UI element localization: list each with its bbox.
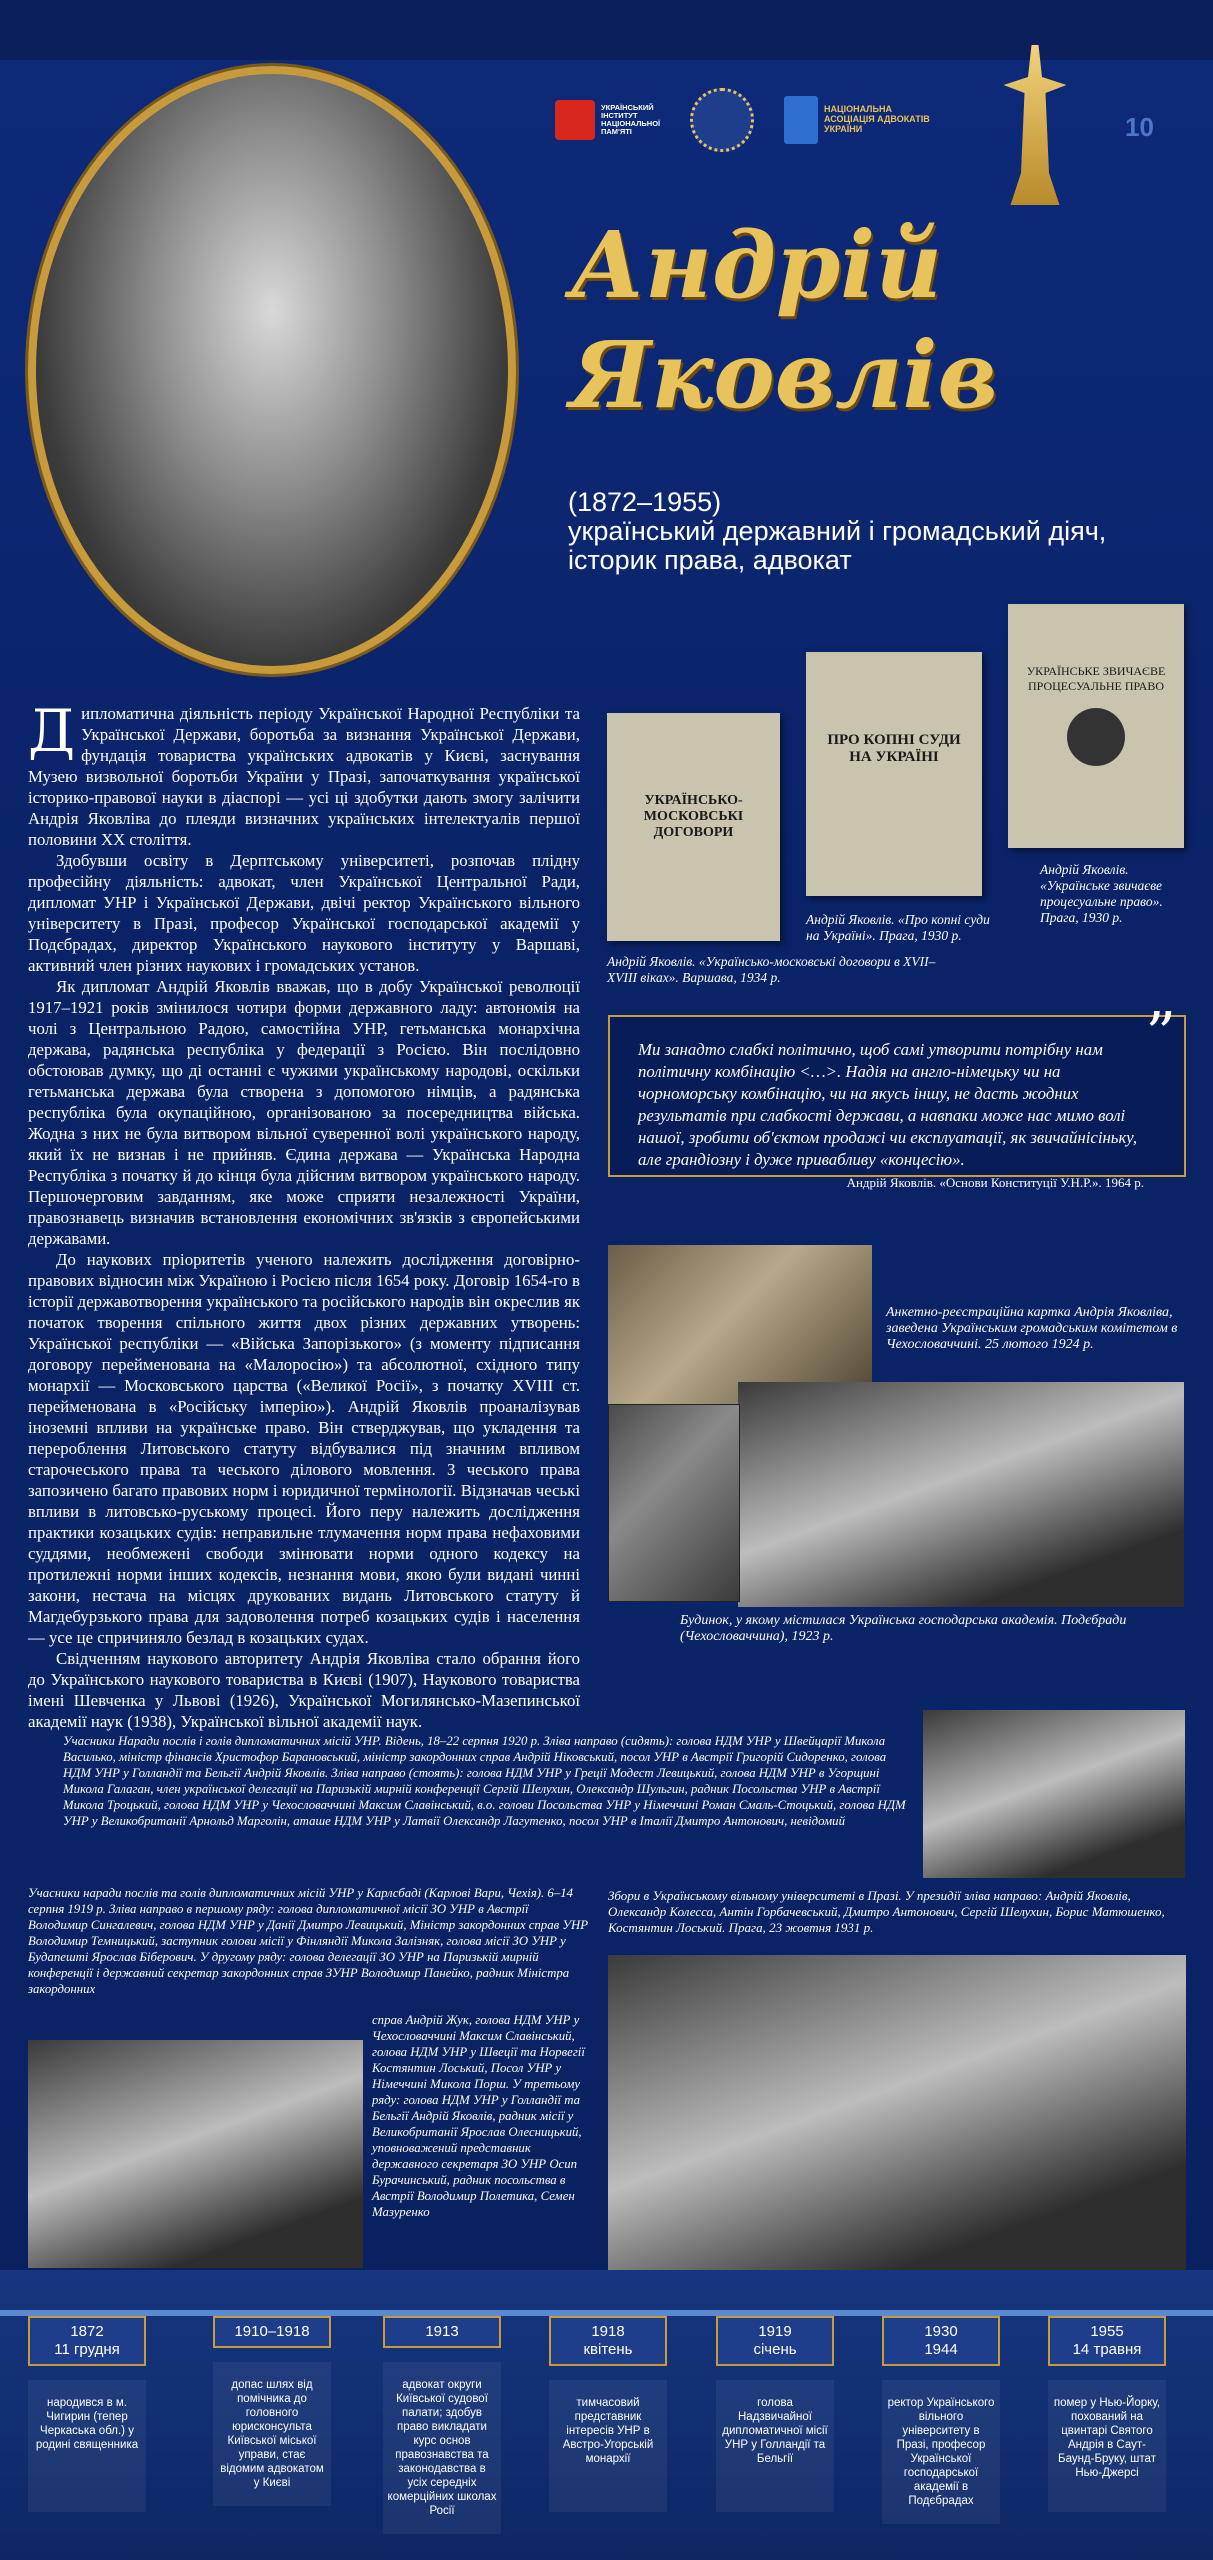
book-seal-icon	[1067, 708, 1125, 766]
timeline-text: помер у Нью-Йорку, похований на цвинтарі Святого Андрія в Саут-Баунд-Бруку, штат Нью-Джерсі	[1048, 2380, 1166, 2512]
book-title: ПРО КОПНІ СУДИ НА УКРАЇНІ	[827, 732, 961, 765]
timeline-date: 1872 11 грудня	[28, 2316, 146, 2366]
timeline-text: адвокат округи Київської судової палати; здобув право викладати курс основ правознавства та законодавства в усіх середніх комерційних школах Росії	[383, 2362, 501, 2534]
timeline-item	[549, 2316, 667, 2512]
association-emblem-icon	[784, 96, 818, 144]
vienna-group-photo	[923, 1710, 1185, 1878]
subtitle-role-line2: історик права, адвокат	[568, 545, 852, 575]
building-photo	[738, 1382, 1184, 1607]
timeline-text: ректор Українського вільного університету в Празі, професор Української господарської академії в Подєбрадах	[882, 2380, 1000, 2524]
subtitle-role-line1: український державний і громадський діяч,	[568, 516, 1107, 546]
building-caption: Будинок, у якому містилася Українська господарська академія. Подєбради (Чехословаччина), 1923 р.	[680, 1613, 1127, 1644]
institute-logo	[555, 100, 677, 140]
timeline-item	[716, 2316, 834, 2512]
book-caption: Андрій Яковлів. «Про копні суди на Україні». Прага, 1930 р.	[806, 912, 990, 943]
registration-card-caption: Анкетно-реєстраційна картка Андрія Яковліва, заведена Українським громадським комітетом в Чехословаччині. 25 лютого 1924 р.	[886, 1305, 1178, 1352]
book-cover	[607, 713, 780, 941]
timeline-text: тимчасовий представник інтересів УНР в Австро-Угорській монархії	[549, 2380, 667, 2512]
book-title: УКРАЇНСЬКО-МОСКОВСЬКІ ДОГОВОРИ	[643, 793, 744, 840]
subtitle-years: (1872–1955)	[568, 487, 722, 517]
portrait-frame	[28, 66, 516, 674]
quote-source: Андрій Яковлів. «Основи Конституції У.Н.Р.». 1964 р.	[846, 1175, 1144, 1190]
book-caption: Андрій Яковлів. «Українсько-московські договори в XVII–XVIII віках». Варшава, 1934 р.	[607, 954, 936, 985]
book-cover	[806, 652, 982, 896]
article-paragraph	[28, 697, 580, 850]
quote-text: Ми занадто слабкі політично, щоб самі утворити потрібну нам політичну комбінацію <…>. Надія на англо-німецьку чи на чорноморську комбінацію, чи на якусь іншу, не дасть жодних результатів при слабкості держави, а навпаки може нас мимо волі нашої, зробити об'єктом продажі чи експлуатації, як звичайнісіньку, але грандіозну і дуже привабливу «концесію».	[638, 1040, 1138, 1169]
timeline-item	[28, 2316, 146, 2512]
title-last-name: Яковлів	[570, 321, 998, 429]
article-paragraph: Свідченням наукового авторитету Андрія Яковліва стало обрання його до Українського наукового товариства в Києві (1907), Наукового товариства імені Шевченка у Львові (1926), Української Могилянсько-Мазепинської академії наук (1938), Української вільної академії наук.	[28, 1649, 580, 1731]
yakovliv-portrait-photo	[608, 1404, 740, 1602]
book-cover	[1008, 604, 1184, 848]
title-first-name: Андрій	[570, 211, 943, 319]
page-title	[560, 210, 1200, 430]
book-caption: Андрій Яковлів. «Українське звичаєве процесуальне право». Прага, 1930 р.	[1040, 862, 1163, 925]
timeline-text: голова Надзвичайної дипломатичної місії УНР у Голландії та Бельгії	[716, 2380, 834, 2512]
timeline-date: 1913	[383, 2316, 501, 2348]
vienna-caption: Учасники Наради послів і голів дипломатичних місій УНР. Відень, 18–22 серпня 1920 р. Зліва направо (сидять): голова НДМ УНР у Швейцарії Микола Василько, міністр фінансів Христофор Барановський, міністр закордонних справ Андрій Ніковський, посол УНР в Австрії Григорій Сидоренко, голова НДМ УНР у Голландії та Бельгії Андрій Яковлів. Зліва направо (стоять): голова НДМ УНР у Греції Модест Левицький, голова НДМ УНР в Угорщині Микола Галаган, член української делегації на Паризькій мирній конференції Сергій Шелухин, Олександр Шульгин, радник Посольства УНР в Австрії Микола Троцький, голова НДМ УНР у Чехословаччині Максим Славінський, в.о. голови Посольства УНР у Німеччині Роман Смаль-Стоцький, голова НДМ УНР у Великобританії Арнольд Марголін, аташе НДМ УНР у Латвії Олександр Лагутенко, посол УНР в Італії Дмитро Антонович, невідомий	[63, 1734, 906, 1828]
eu-stars-icon	[690, 88, 754, 152]
quote-box	[608, 1000, 1186, 1190]
timeline-date: 1955 14 травня	[1048, 2316, 1166, 2366]
prague-caption: Збори в Українському вільному університеті в Празі. У президії зліва направо: Андрій Яковлів, Олександр Колесса, Антін Горбачевський, Дмитро Антонович, Сергій Шелухин, Борис Матюшенко, Костянтин Лоський. Прага, 23 жовтня 1931 р.	[608, 1888, 1165, 1935]
registration-card-photo	[608, 1245, 872, 1405]
page-number: 10	[1125, 112, 1154, 142]
timeline-date: 1910–1918	[213, 2316, 331, 2348]
drop-cap: Д	[28, 697, 76, 765]
timeline	[0, 2270, 1213, 2560]
timeline-date: 1918 квітень	[549, 2316, 667, 2366]
subtitle	[568, 488, 1198, 575]
timeline-item	[213, 2316, 331, 2506]
timeline-date: 1919 січень	[716, 2316, 834, 2366]
association-logo	[784, 96, 944, 144]
article-paragraph: До наукових пріоритетів ученого належить дослідження договірно-правових відносин між Україною і Росією після 1654 року. Договір 1654-го в історії державотворення українського та російського народів він окреслив як початок творення спільного життя двох різних державних утворень: Української республіки — «Війська Запорізького» (з моменту підписання договору перейменована на «Малоросію») та абсолютної, східного типу монархії — Московського царства («Великої Росії», з початку XVIII ст. перейменована в «Російську імперію»). Андрій Яковлів проаналізував іноземні впливи на українське право. Він стверджував, що укладення та перероблення Литовського статуту відбувалися під значним впливом старочеського права та чеського ділового мовлення. З чеського права запозичено багато правових норм і юридичної термінології. Відзначав чеські впливи в литовсько-руському процесі. Його перу належить дослідження практики козацьких судів: неправильне тлумачення норм права нефаховими суддями, необмежені свободи змінювати норми одного кодексу на протилежні норми інших кодексів, незнання мови, якою були видані чинні закони, нестача на місцях друкованих видань Литовського статуту й Магдебурзького права для задоволення потреб козацьких судів і населення — усе це спричиняло безлад в козацьких судах.	[28, 1250, 580, 1647]
article-paragraph: Здобувши освіту в Дерптському університеті, розпочав плідну професійну діяльність: адвокат, член Української Центральної Ради, дипломат УНР і Української Держави, двічі ректор Українського вільного університету в Празі, професор Української господарської академії у Подєбрадах, директор Українського наукового інституту у Варшаві, активний член різних наукових і громадських установ.	[28, 851, 580, 975]
themis-icon	[1000, 45, 1070, 205]
timeline-text: допас шлях від помічника до головного юрисконсульта Київської міської управи, стає відомим адвокатом у Києві	[213, 2362, 331, 2506]
book-title: УКРАЇНСЬКЕ ЗВИЧАЄВЕ ПРОЦЕСУАЛЬНЕ ПРАВО	[1026, 664, 1166, 693]
timeline-text: народився в м. Чигирин (тепер Черкаська обл.) у родині священника	[28, 2380, 146, 2512]
timeline-item	[383, 2316, 501, 2534]
article-paragraph: Як дипломат Андрій Яковлів вважав, що в добу Української революції 1917–1921 років змінилося чотири форми державного ладу: автономія на чолі з Центральною Радою, самостійна УНР, гетьманська монархічна держава, радянська республіка у федерації з Росією. Він послідовно обстоював думку, що ді останні є чужими українському народові, оскільки гетьманська держава була створена з допомогою німців, а радянська республіка була окупаційною, організованою за посередництва війська. Жодна з них не була витвором вільної суверенної волі українського народу, який їх не визнав і не прийняв. Єдина держава — Українська Народна Республіка з початку й до кінця була дійсним витвором українського народу. Першочерговим завданням, яке може сприяти незалежності України, правознавець визначив встановлення економічних зв'язків з європейськими державами.	[28, 977, 580, 1248]
karlsbad-caption-continued: справ Андрій Жук, голова НДМ УНР у Чехословаччині Максим Славінський, голова НДМ УНР у Швеції та Норвегії Костянтин Лоський, Посол УНР у Німеччині Микола Порш. У третьому ряду: голова НДМ УНР у Голландії та Бельгії Андрій Яковлів, радник місії у Великобританії Ярослав Олесницький, уповноважений представник державного секретаря ЗО УНР Осип Бурачинський, радник посольства в Австрії Володимир Полетика, Семен Мазуренко	[372, 2013, 585, 2219]
timeline-item	[882, 2316, 1000, 2524]
article-paragraph-text: ипломатична діяльність періоду Української Народної Республіки та Української Держави, боротьба за визнання Української Держави, фундація товариства українських адвокатів у Києві, заснування Музею визвольної боротьби України у Празі, започаткування української історико-правової науки в діаспорі — усі ці здобутки дають змогу залічити Андрія Яковліва до плеяди визначних українських інтелектуалів першої половини XX століття.	[28, 704, 580, 849]
institute-emblem-icon	[555, 100, 595, 140]
karlsbad-caption: Учасники наради послів та голів дипломатичних місій УНР у Карлсбаді (Карлові Вари, Чехія). 6–14 серпня 1919 р. Зліва направо в першому ряду: голова дипломатичної місії ЗО УНР в Австрії Володимир Сингалевич, голова НДМ УНР у Данії Дмитро Левицький, Міністр закордонних справ УНР Володимир Темницький, заступник голови місії у Фінляндії Микола Залізняк, голова місії ЗО УНР у Будапешті Ярослав Біберович. У другому ряду: голова делегації ЗО УНР на Паризькій мирній конференції і державний секретар закордонних справ ЗУНР Володимир Панейко, радник Міністра закордонних	[28, 1886, 589, 1996]
quote-mark-icon: ”	[1145, 1000, 1176, 1070]
association-name: НАЦІОНАЛЬНА АСОЦІАЦІЯ АДВОКАТІВ УКРАЇНИ	[824, 104, 930, 134]
timeline-item	[1048, 2316, 1166, 2512]
timeline-date: 1930 1944	[882, 2316, 1000, 2366]
article-body	[28, 697, 580, 1732]
prague-assembly-photo	[608, 1955, 1186, 2270]
karlsbad-group-photo	[28, 2040, 363, 2268]
institute-name: УКРАЇНСЬКИЙ ІНСТИТУТ НАЦІОНАЛЬНОЇ ПАМ'ЯТІ	[601, 102, 661, 137]
emblem-logo	[690, 88, 754, 152]
